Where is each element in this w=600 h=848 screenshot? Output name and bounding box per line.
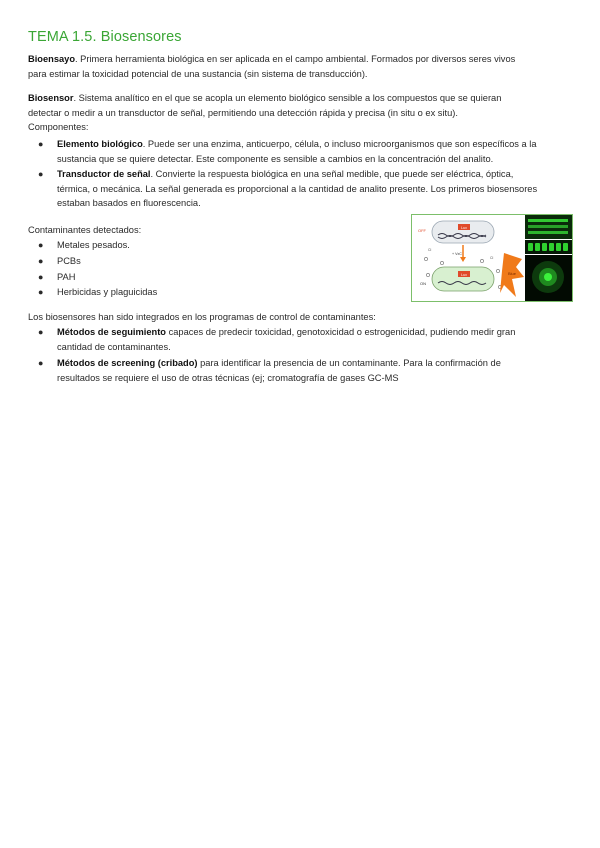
biosensor-text-1: . Sistema analítico en el que se acopla un elemento biológico sensible a los compuestos que se quieran [73,93,502,103]
component-line [57,137,571,152]
glow-band [528,219,568,222]
bullet-icon: ● [38,327,44,337]
bullet-icon: ● [38,240,44,250]
bioensayo-line-1 [28,52,571,67]
component-term: Transductor de señal [57,169,151,179]
method-text [57,356,571,385]
well [556,243,561,251]
contaminant-item: PAH [57,272,76,282]
contaminant-item: Metales pesados. [57,240,130,250]
method-line: cantidad de contaminantes. [57,341,171,352]
cl-label: Cl [490,256,494,260]
off-label: OFF [418,228,426,233]
bullet-icon: ● [38,272,44,282]
method-desc: para identificar la presencia de un contaminante. Para la confirmación de [197,358,501,368]
biosensor-line-1 [28,91,571,106]
lux-label-top: Lux [461,226,467,230]
bullet-icon: ● [38,169,44,179]
well [563,243,568,251]
well [535,243,540,251]
glow-band [528,225,568,228]
method-line [57,356,571,371]
contaminant-item: PCBs [57,256,81,266]
contaminant-item: Herbicidas y plaguicidas [57,287,158,297]
bioensayo-text-1: . Primera herramienta biológica en ser aplicada en el campo ambiental. Formados por diversos seres vivos [75,54,516,64]
method-line: resultados se requiere el uso de otras técnicas (ej; cromatografía de gases GC-MS [57,372,399,383]
glow-band [528,231,568,234]
method-text [57,325,571,354]
component-desc: . Convierte la respuesta biológica en una señal medible, que puede ser eléctrica, óptica, [150,169,514,179]
list-item [28,356,571,386]
glow-core [544,273,552,281]
on-label: ON [420,281,426,286]
method-term: Métodos de seguimiento [57,327,166,337]
bioensayo-paragraph [28,52,571,81]
bioensayo-line-2: para estimar la toxicidad potencial de una sustancia (sin sistema de transducción). [28,68,368,79]
method-term: Métodos de screening (cribado) [57,358,198,368]
bullet-icon: ● [38,139,44,149]
list-item [28,167,571,211]
component-desc: . Puede ser una enzima, anticuerpo, célula, o incluso microorganismos que son específicos a la [142,139,537,149]
bioensayo-term: Bioensayo [28,54,76,64]
biosensor-term: Biosensor [28,93,74,103]
component-text [57,167,571,211]
biosensor-figure [411,214,573,302]
component-line: térmica, o mecánica. La señal generada es proporcional a la cantidad de analito presente. Los primeros biosensores [57,183,538,194]
component-line: estaban basados en fluorescencia. [57,198,201,208]
component-text [57,137,571,166]
list-item [28,325,571,355]
components-label: Componentes: [28,122,89,132]
lux-label-bottom: Lux [461,273,467,277]
component-line: sustancia que se quiere detectar. Este componente es sensible a cambios en la concentración del analito. [57,153,494,164]
bullet-icon: ● [38,287,44,297]
component-line [57,167,571,182]
integration-text: Los biosensores han sido integrados en los programas de control de contaminantes: [28,312,376,322]
well [549,243,554,251]
page-title: TEMA 1.5. Biosensores [28,29,182,45]
component-term: Elemento biológico [57,139,143,149]
method-line [57,325,571,340]
biosensor-paragraph [28,91,571,135]
biosensor-diagram [412,215,572,301]
list-item [28,137,571,167]
contaminants-label: Contaminantes detectados: [28,225,142,235]
well [542,243,547,251]
cl-label: Cl [428,248,432,252]
blue-label: Blue [507,271,517,276]
bullet-icon: ● [38,358,44,368]
method-desc: capaces de predecir toxicidad, genotoxicidad o estrogenicidad, pudiendo medir gran [166,327,516,337]
well [528,243,533,251]
bullet-icon: ● [38,256,44,266]
vxc-label: + VxC [452,252,462,256]
cell-bottom [432,267,494,291]
biosensor-line-2: detectar o medir a un transductor de señal, permitiendo una detección rápida y precisa (in situ o ex situ). [28,107,458,118]
